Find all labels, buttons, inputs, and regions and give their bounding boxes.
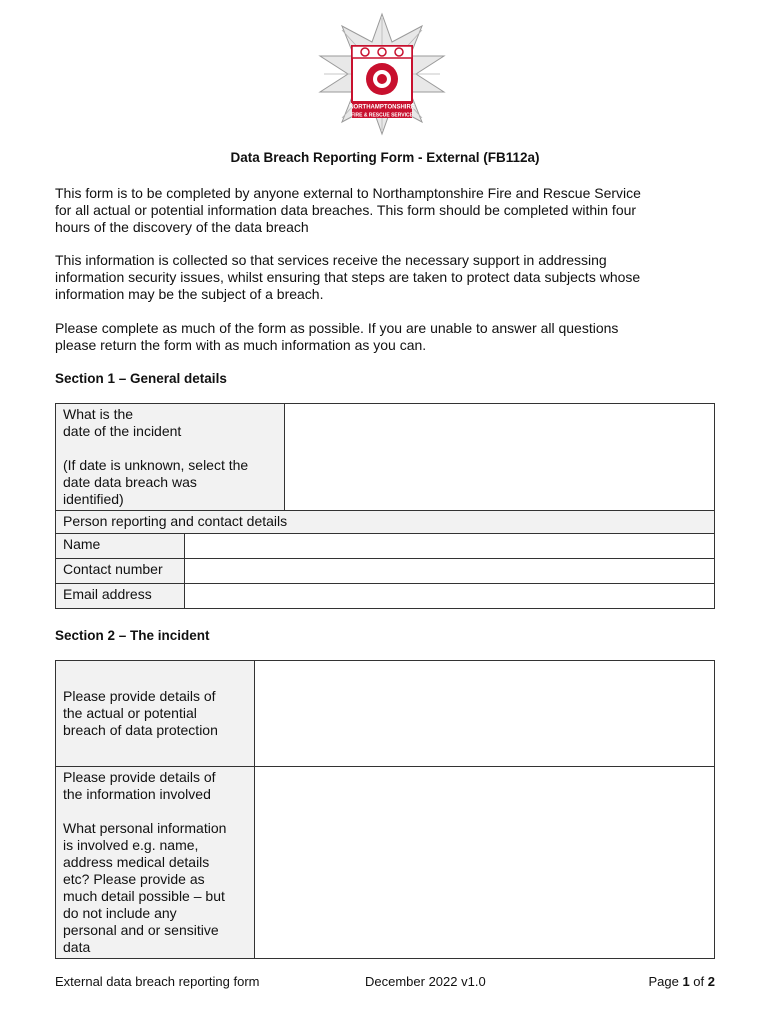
section-1-heading: Section 1 – General details [55, 371, 227, 386]
name-field[interactable] [185, 534, 715, 559]
breach-details-label: Please provide details of the actual or potential breach of data protection [56, 661, 255, 767]
logo-banner [349, 102, 415, 119]
section-1-contact-table [55, 533, 715, 609]
section-1-date-table [55, 403, 715, 535]
section-2-table [55, 660, 715, 959]
breach-details-field[interactable] [255, 661, 715, 767]
intro-paragraph-1: This form is to be completed by anyone external to Northamptonshire Fire and Rescue Service for all actual or potential information data breaches. This form should be completed within four hours of the discovery of the data breach [55, 185, 641, 235]
section-2-heading: Section 2 – The incident [55, 628, 210, 643]
information-involved-label: Please provide details of the information involved What personal information is involved e.g. name, address medical details etc? Please provide as much detail possible – but do not include any personal and or sensitive data [56, 767, 255, 959]
footer-page-number [648, 974, 715, 989]
contact-number-label: Contact number [56, 559, 185, 584]
name-label: Name [56, 534, 185, 559]
footer-version: December 2022 v1.0 [365, 974, 486, 989]
total-pages: 2 [707, 974, 715, 989]
date-label: What is the date of the incident (If date is unknown, select the date data breach was identified) [56, 404, 285, 511]
contact-number-field[interactable] [185, 559, 715, 584]
logo-line-2: FIRE & RESCUE SERVICE [351, 112, 413, 119]
page-title: Data Breach Reporting Form - External (FB112a) [230, 150, 540, 165]
fire-service-logo [312, 12, 452, 142]
person-reporting-heading: Person reporting and contact details [56, 511, 715, 535]
footer-document-name: External data breach reporting form [55, 974, 260, 989]
information-involved-field[interactable] [255, 767, 715, 959]
logo-line-1: NORTHAMPTONSHIRE [349, 104, 415, 111]
email-address-label: Email address [56, 584, 185, 609]
shield-icon [352, 46, 412, 102]
email-address-field[interactable] [185, 584, 715, 609]
page-prefix: Page [648, 974, 683, 989]
date-field[interactable] [285, 404, 715, 511]
page-of: of [689, 974, 708, 989]
intro-paragraph-3: Please complete as much of the form as possible. If you are unable to answer all questions please return the form with as much information as you can. [55, 320, 619, 353]
current-page: 1 [682, 974, 690, 989]
intro-paragraph-2: This information is collected so that services receive the necessary support in addressing information security issues, whilst ensuring that steps are taken to protect data subjects whose information may be the subject of a breach. [55, 252, 641, 302]
